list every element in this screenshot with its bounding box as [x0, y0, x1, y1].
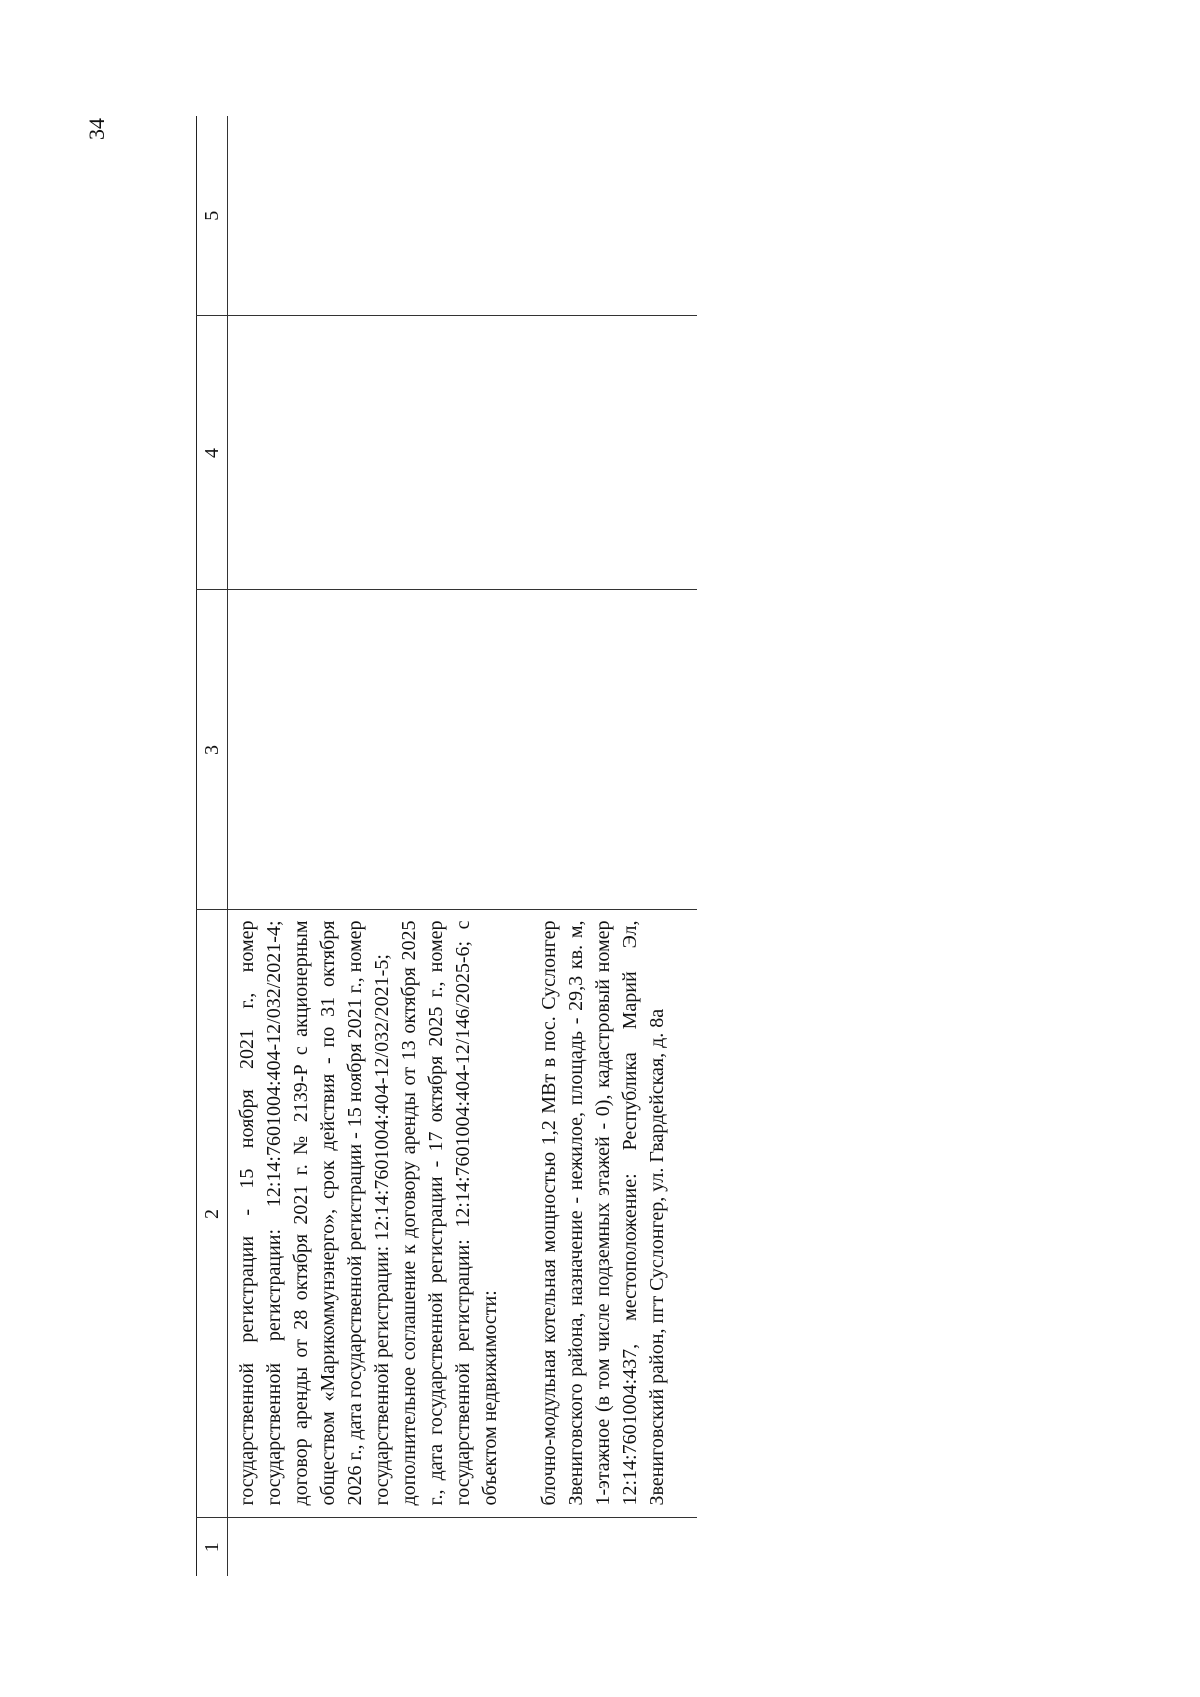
- lease-registration-text: государственной регистрации - 15 ноября 2021 г., номер государственной регистрации: 12:14:7601004:404-12/032/2021-4; договор аренды от 28 октября 2021 г. № 2139-Р с акционерным обществом «Марикоммунэнерго», срок действия - по 31 октября 2026 г., дата государственной регистрации - 15 ноября 2021 г., номер государственной регистрации: 12:14:7601004:404-12/032/2021-5; дополнительное соглашение к договору аренды от 13 октября 2025 г., дата государственной регистрации - 17 октября 2025 г., номер государственной регистрации: 12:14:7601004:404-12/146/2025-6; с объектом недвижимости:: [236, 920, 501, 1506]
- cell-col-2: [228, 910, 698, 1518]
- column-header-3: 3: [197, 590, 228, 910]
- boiler-property-text: блочно-модульная котельная мощностью 1,2 МВт в пос. Суслонгер Звениговского района, назначение - нежилое, площадь - 29,3 кв. м, 1-этажное (в том числе подземных этажей - 0), кадастровый номер 12:14:7601004:437, местоположение: Республика Марий Эл, Звениговский район, пгт Суслонгер, ул. Гвардейская, д. 8а: [538, 920, 668, 1506]
- rotated-table-wrapper: [196, 116, 996, 1576]
- column-header-1: 1: [197, 1518, 228, 1576]
- cell-col-1: [228, 1518, 698, 1576]
- cell-col-5: [228, 116, 698, 316]
- table-row: [228, 116, 698, 1576]
- column-header-2: 2: [197, 910, 228, 1518]
- cell-col-4: [228, 316, 698, 590]
- page-number: 34: [84, 118, 109, 140]
- register-table: [196, 116, 697, 1576]
- column-header-4: 4: [197, 316, 228, 590]
- cell-col-3: [228, 590, 698, 910]
- column-header-5: 5: [197, 116, 228, 316]
- header-row: [197, 116, 228, 1576]
